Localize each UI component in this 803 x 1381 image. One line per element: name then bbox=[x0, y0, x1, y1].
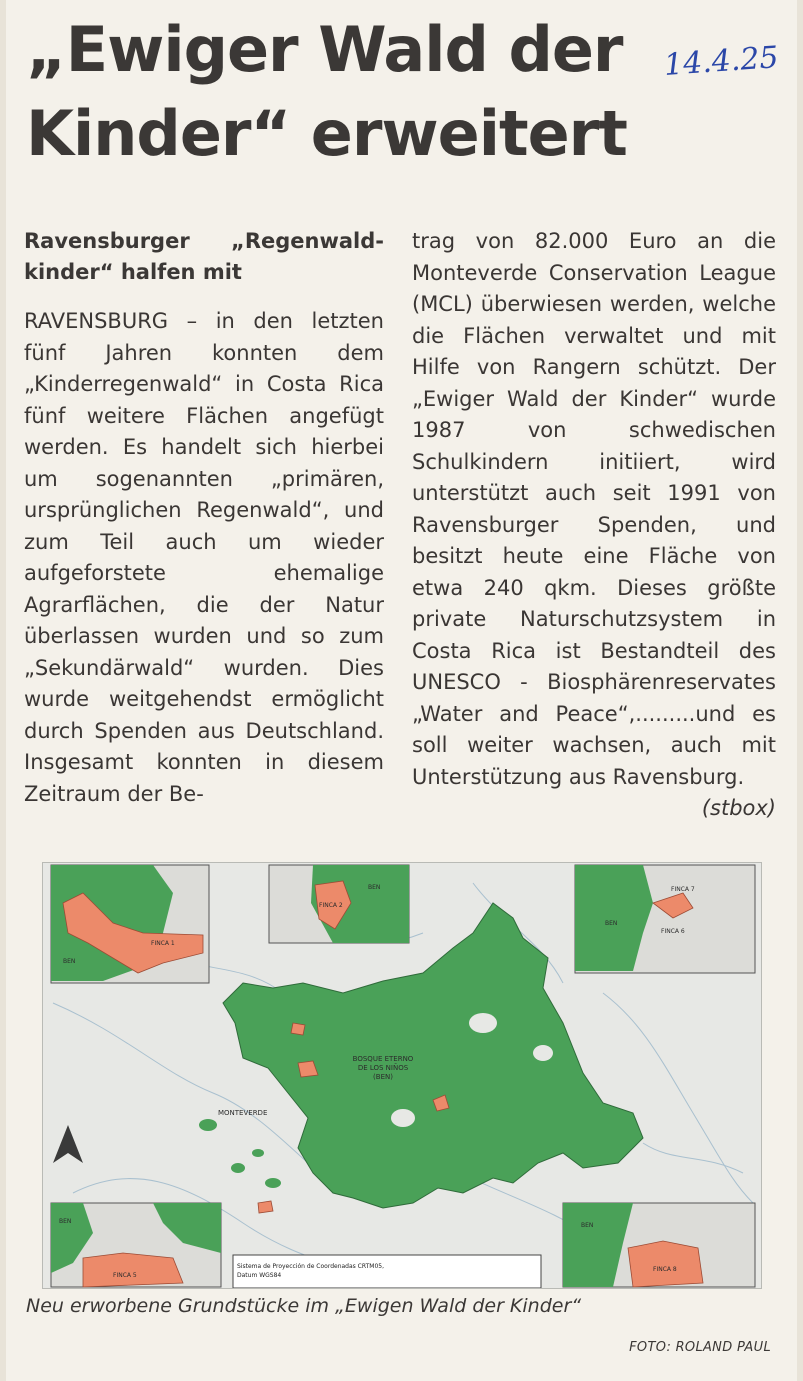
headline bbox=[26, 8, 666, 176]
map-label-ben-inset-2: BEN bbox=[368, 884, 381, 891]
article-column-1 bbox=[24, 226, 384, 810]
map-label-finca-2: FINCA 2 bbox=[319, 902, 343, 909]
clipping-edge-right bbox=[797, 0, 803, 1381]
article-column-2 bbox=[412, 226, 776, 825]
map-label-finca-6: FINCA 6 bbox=[661, 928, 685, 935]
map-figure bbox=[42, 862, 762, 1289]
map-label-ben-inset-1: BEN bbox=[63, 958, 76, 965]
inset-finca-5 bbox=[51, 1203, 221, 1287]
map-label-town: MONTEVERDE bbox=[218, 1109, 268, 1117]
headline-line-1: „Ewiger Wald der bbox=[26, 13, 623, 86]
article-text-column-2: trag von 82.000 Euro an die Monteverde Conservation League (MCL) überwiesen werden, welche die Flächen verwaltet und mit Hilfe von Rangern schützt. Der „Ewiger Wald der Kinder“ wurde 1987 von schwedischen Schulkindern initiiert, wird unterstützt auch seit 1991 von Ravensburger Spenden, und besitzt heute eine Fläche von etwa 240 qkm. Dieses größte private Naturschutzsystem in Costa Rica ist Bestandteil des UNESCO - Biosphärenreservates „Water and Peace“,.........und es soll weiter wachsen, auch mit Unterstützung aus Ravensburg. bbox=[412, 229, 776, 789]
forest-patches-small bbox=[199, 1119, 281, 1188]
map-label-finca-8: FINCA 8 bbox=[653, 1266, 677, 1273]
map-label-ben-line-3: (BEN) bbox=[373, 1073, 393, 1081]
map-label-ben-line-1: BOSQUE ETERNO bbox=[352, 1055, 414, 1063]
inset-finca-2 bbox=[269, 865, 409, 943]
image-caption: Neu erworbene Grundstücke im „Ewigen Wald der Kinder“ bbox=[26, 1295, 582, 1317]
map-label-ben-inset-5: BEN bbox=[581, 1222, 594, 1229]
subheadline bbox=[24, 226, 384, 288]
map-label-ben-line-2: DE LOS NIÑOS bbox=[357, 1064, 409, 1072]
map-label-ben-inset-3: BEN bbox=[605, 920, 618, 927]
subheadline-line-1: Ravensburger „Regenwald- bbox=[24, 229, 384, 253]
inset-finca-8 bbox=[563, 1203, 755, 1287]
clipping-edge-left bbox=[0, 0, 6, 1381]
map-legend-line-2: Datum WGS84 bbox=[237, 1272, 282, 1279]
author-signoff: (stbox) bbox=[701, 796, 776, 820]
map-label-finca-5: FINCA 5 bbox=[113, 1272, 137, 1279]
photo-credit: FOTO: ROLAND PAUL bbox=[629, 1340, 771, 1355]
map-graphic bbox=[43, 863, 761, 1288]
handwritten-date: 14.4.25 bbox=[662, 40, 780, 83]
article-body-column-1: RAVENSBURG – in den letzten fünf Jahren konnten dem „Kinderregenwald“ in Costa Rica fünf weitere Flächen angefügt werden. Es handelt sich hierbei um sogenannten „primären, ursprünglichen Regenwald“, und zum Teil auch um wieder aufgeforstete ehemalige Agrarflächen, die der Natur überlassen wurden und so zum „Sekundärwald“ wurden. Dies wurde weitgehendst ermöglicht durch Spenden aus Deutschland. Insgesamt konnten in diesem Zeitraum der Be- bbox=[24, 309, 384, 806]
map-legend-line-1: Sistema de Proyección de Coordenadas CRTM05, bbox=[237, 1263, 384, 1270]
headline-line-2: Kinder“ erweitert bbox=[26, 97, 627, 170]
map-label-finca-1: FINCA 1 bbox=[151, 940, 175, 947]
inset-finca-6-7 bbox=[575, 865, 755, 973]
map-legend bbox=[233, 1255, 541, 1288]
map-label-finca-7: FINCA 7 bbox=[671, 886, 695, 893]
inset-finca-1 bbox=[51, 865, 209, 983]
subheadline-line-2: kinder“ halfen mit bbox=[24, 260, 242, 284]
article-body-column-2 bbox=[412, 226, 776, 820]
north-arrow-icon bbox=[53, 1125, 83, 1163]
map-label-ben-inset-4: BEN bbox=[59, 1218, 72, 1225]
